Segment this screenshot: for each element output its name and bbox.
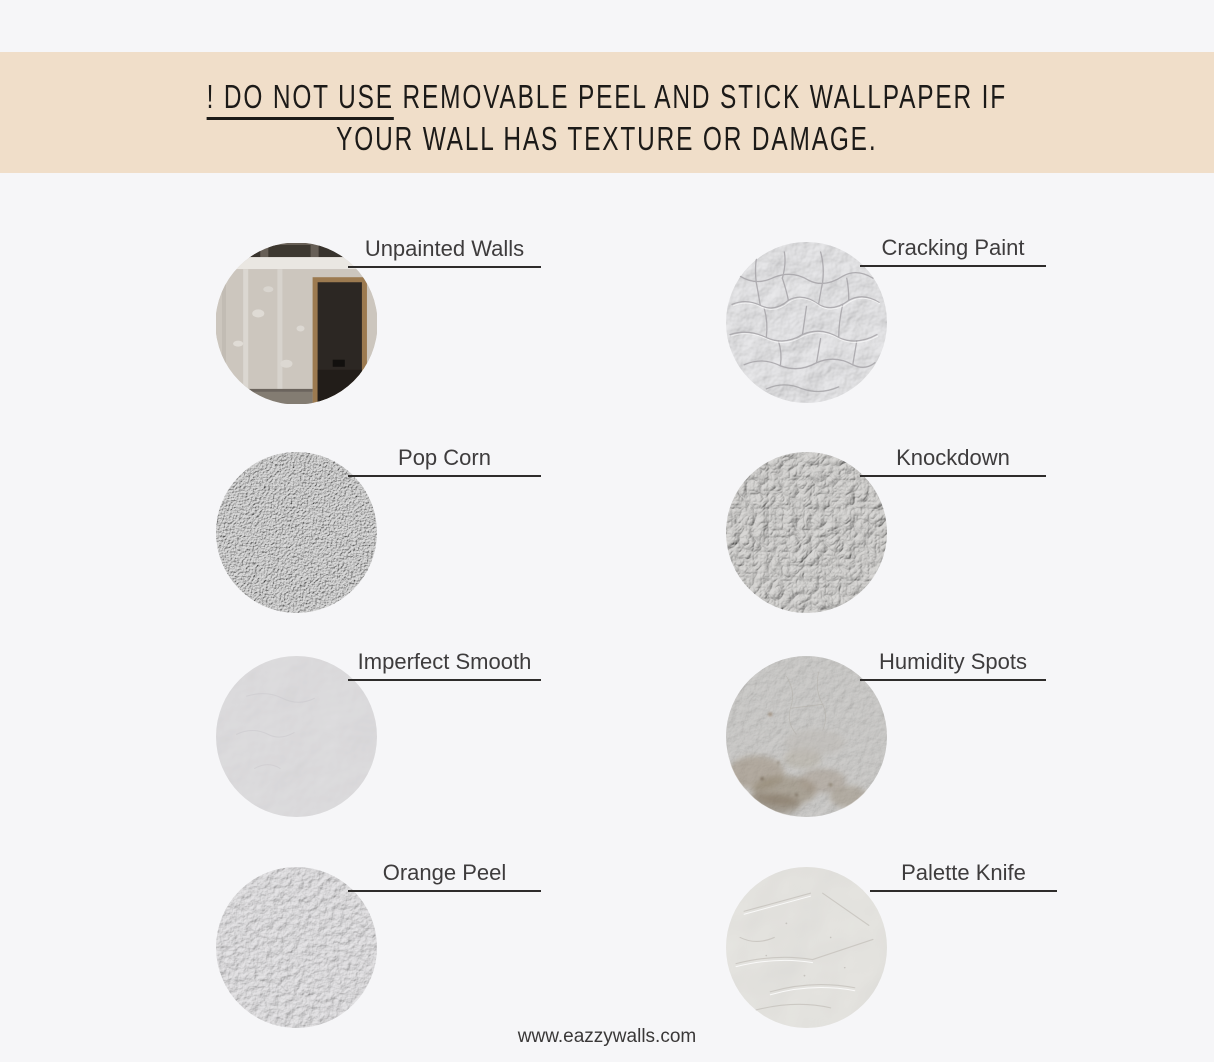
texture-item-pop-corn [216, 445, 491, 613]
texture-item-cracking-paint [726, 235, 1025, 403]
callout-unpainted-walls [348, 236, 541, 268]
texture-label: Knockdown [896, 445, 1010, 470]
warning-line-2: YOUR WALL HAS TEXTURE OR DAMAGE. [336, 120, 878, 157]
callout-knockdown [860, 445, 1046, 477]
callout-line [348, 679, 541, 681]
texture-item-palette-knife [726, 860, 1026, 1028]
warning-banner [0, 52, 1214, 173]
callout-cracking-paint [860, 235, 1046, 267]
callout-orange-peel [348, 860, 541, 892]
texture-label: Cracking Paint [881, 235, 1025, 260]
warning-line-1 [0, 76, 1214, 118]
texture-label: Orange Peel [382, 860, 507, 885]
texture-label: Imperfect Smooth [357, 649, 532, 674]
callout-pop-corn [348, 445, 541, 477]
texture-item-unpainted-walls [216, 236, 525, 404]
texture-item-orange-peel [216, 860, 507, 1028]
callout-line [348, 475, 541, 477]
texture-label: Unpainted Walls [364, 236, 525, 261]
callout-line [348, 266, 541, 268]
texture-label: Pop Corn [398, 445, 491, 470]
callout-humidity-spots [860, 649, 1046, 681]
texture-item-humidity-spots [726, 649, 1027, 817]
palette-knife-image [726, 867, 887, 1028]
callout-line [860, 265, 1046, 267]
website-url: www.eazzywalls.com [517, 1026, 697, 1047]
texture-label: Humidity Spots [879, 649, 1027, 674]
texture-item-knockdown [726, 445, 1010, 613]
texture-label: Palette Knife [901, 860, 1026, 885]
callout-imperfect-smooth [348, 649, 541, 681]
texture-item-imperfect-smooth [216, 649, 532, 817]
warning-rest-text: REMOVABLE PEEL AND STICK WALLPAPER IF [402, 78, 1008, 115]
callout-palette-knife [870, 860, 1057, 892]
callout-line [860, 475, 1046, 477]
website-footer [0, 1026, 1214, 1048]
callout-line [348, 890, 541, 892]
warning-underlined-text: ! DO NOT USE [207, 78, 394, 120]
callout-line [870, 890, 1057, 892]
callout-line [860, 679, 1046, 681]
